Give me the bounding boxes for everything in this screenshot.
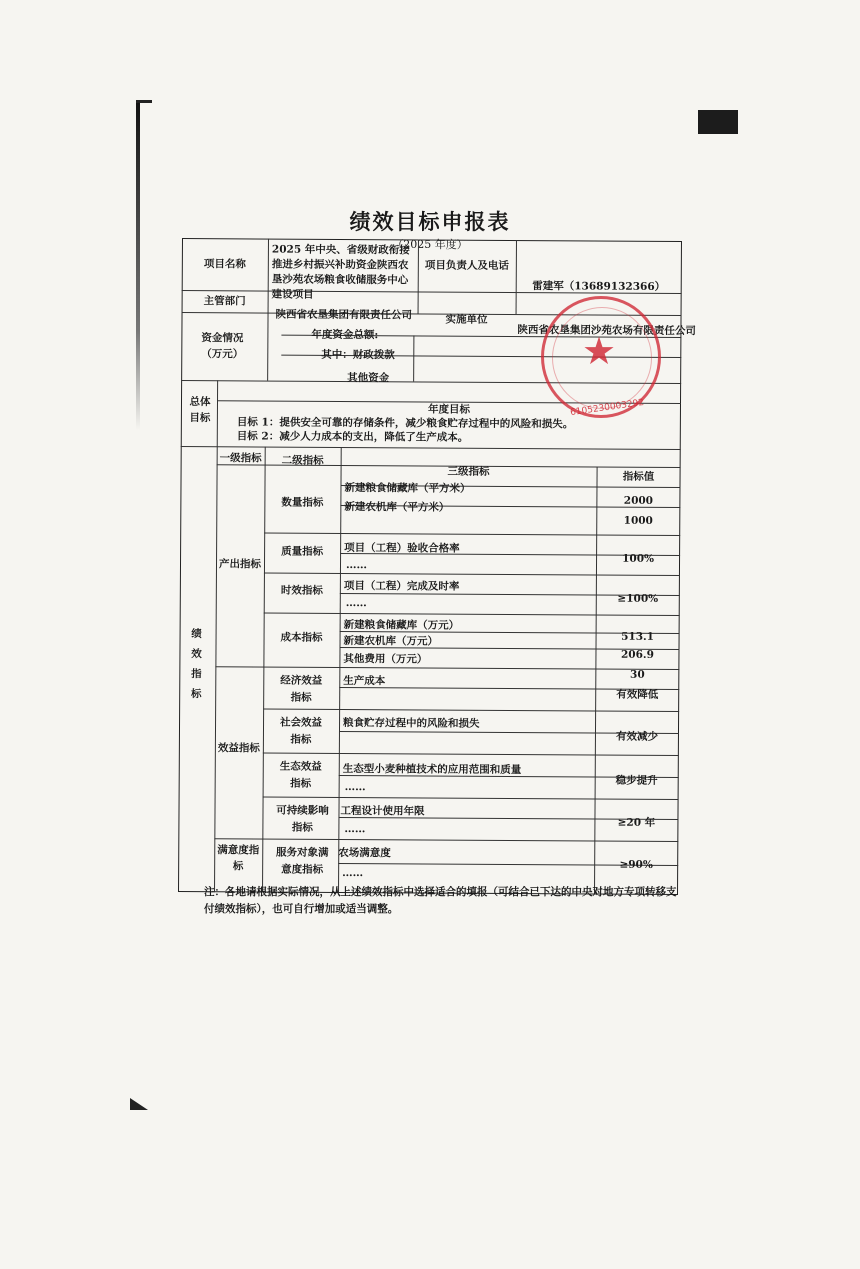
level2-service-satisfaction: 服务对象满意度指标 — [275, 846, 329, 876]
dept-label: 主管部门 — [203, 295, 246, 308]
dept-value: 陕西省农垦集团有限责任公司 — [275, 308, 413, 322]
page-title: 绩效目标申报表 — [349, 209, 511, 234]
funds-fiscal-label: 其中：财政拨款 — [321, 348, 395, 362]
project-leader: 雷建军（13689132366） — [532, 280, 666, 293]
level1-output: 产出指标 — [218, 558, 262, 571]
level3-completion-rate: 项目（工程）完成及时率 — [343, 579, 460, 593]
level3-timeliness-more: …… — [345, 597, 367, 610]
funds-other-label: 其他资金 — [347, 372, 390, 385]
project-leader-label: 项目负责人及电话 — [424, 259, 509, 272]
level3-ecological-more: …… — [344, 781, 366, 794]
scan-edge-left — [136, 100, 140, 430]
level3-risk-loss: 粮食贮存过程中的风险和损失 — [343, 716, 480, 730]
goal-item-2: 目标 2：减少人力成本的支出，降低了生产成本。 — [236, 430, 469, 444]
level3-sustainable-more: …… — [344, 823, 366, 836]
level3-machinery-area: 新建农机库（平方米） — [344, 500, 450, 514]
level3-grain-storage-cost: 新建粮食储藏库（万元） — [343, 618, 460, 632]
level2-ecological: 生态效益指标 — [279, 760, 322, 790]
value-acceptance-rate: 100% — [622, 552, 655, 565]
level3-satisfaction-more: …… — [342, 866, 364, 880]
value-farm-satisfaction: ≥90% — [619, 858, 653, 871]
funds-label: 资金情况（万元） — [201, 332, 244, 361]
level3-design-life: 工程设计使用年限 — [340, 804, 425, 818]
goals-label: 总体目标 — [189, 396, 211, 425]
value-risk-loss: 有效减少 — [615, 730, 658, 743]
company-seal — [541, 296, 661, 418]
goal-item-1: 目标 1：提供安全可靠的存储条件，减少粮食贮存过程中的风险和损失。 — [236, 416, 574, 431]
col-value: 指标值 — [622, 470, 655, 483]
level2-economic: 经济效益指标 — [280, 674, 323, 704]
level3-production-cost: 生产成本 — [343, 674, 386, 688]
value-grain-storage-area: 2000 — [623, 494, 654, 507]
value-grain-storage-cost: 513.1 — [621, 630, 655, 643]
level2-quantity: 数量指标 — [281, 496, 324, 509]
level2-social: 社会效益指标 — [280, 716, 323, 746]
unit-value: 陕西省农垦集团沙苑农场有限责任公司 — [517, 324, 696, 338]
level3-machinery-cost: 新建农机库（万元） — [343, 634, 439, 648]
indicators-label: 绩效指标 — [190, 628, 202, 701]
level3-acceptance-rate: 项目（工程）验收合格率 — [344, 541, 460, 555]
scan-corner-mark — [698, 110, 738, 134]
goals-header: 年度目标 — [427, 403, 470, 416]
level1-benefit: 效益指标 — [217, 742, 260, 755]
value-machinery-area: 1000 — [623, 514, 653, 527]
col-level1: 一级指标 — [219, 452, 262, 465]
star-icon: ★ — [582, 329, 617, 373]
level3-other-cost: 其他费用（万元） — [343, 652, 428, 666]
level2-sustainable: 可持续影响指标 — [276, 804, 329, 834]
level3-farm-satisfaction: 农场满意度 — [338, 846, 391, 860]
col-level2: 二级指标 — [281, 454, 324, 467]
funds-total-label: 年度资金总额: — [311, 328, 379, 342]
level2-timeliness: 时效指标 — [280, 584, 323, 597]
value-production-cost: 有效降低 — [616, 688, 659, 701]
value-machinery-cost: 206.9 — [620, 648, 654, 661]
page-year: （2025 年度） — [392, 238, 468, 251]
level2-cost: 成本指标 — [280, 631, 323, 644]
level3-quality-more: …… — [345, 559, 368, 572]
value-completion-rate: ≥100% — [617, 592, 659, 605]
scan-corner-triangle — [130, 1098, 148, 1110]
level3-grain-storage-area: 新建粮食储藏库（平方米） — [344, 481, 471, 495]
level2-quality: 质量指标 — [281, 545, 324, 558]
scan-edge-tick — [136, 100, 152, 103]
footnote: 注：各地请根据实际情况，从上述绩效指标中选择适合的填报（可结合已下达的中央对地方专项转移支付绩效指标），也可自行增加或适当调整。 — [204, 886, 677, 915]
project-name: 2025 年中央、省级财政衔接推进乡村振兴补助资金陕西农垦沙苑农场粮食收储服务中心建设项目 — [271, 243, 410, 301]
value-design-life: ≥20 年 — [617, 816, 656, 829]
unit-label: 实施单位 — [445, 313, 488, 326]
seal-code: 6105230003292 — [569, 397, 645, 419]
project-name-label: 项目名称 — [203, 258, 246, 271]
value-other-cost: 30 — [629, 668, 645, 681]
col-level3: 三级指标 — [447, 465, 490, 478]
level3-wheat-technology: 生态型小麦种植技术的应用范围和质量 — [342, 762, 522, 777]
value-wheat-technology: 稳步提升 — [615, 774, 658, 787]
level1-satisfaction: 满意度指标 — [217, 844, 260, 873]
